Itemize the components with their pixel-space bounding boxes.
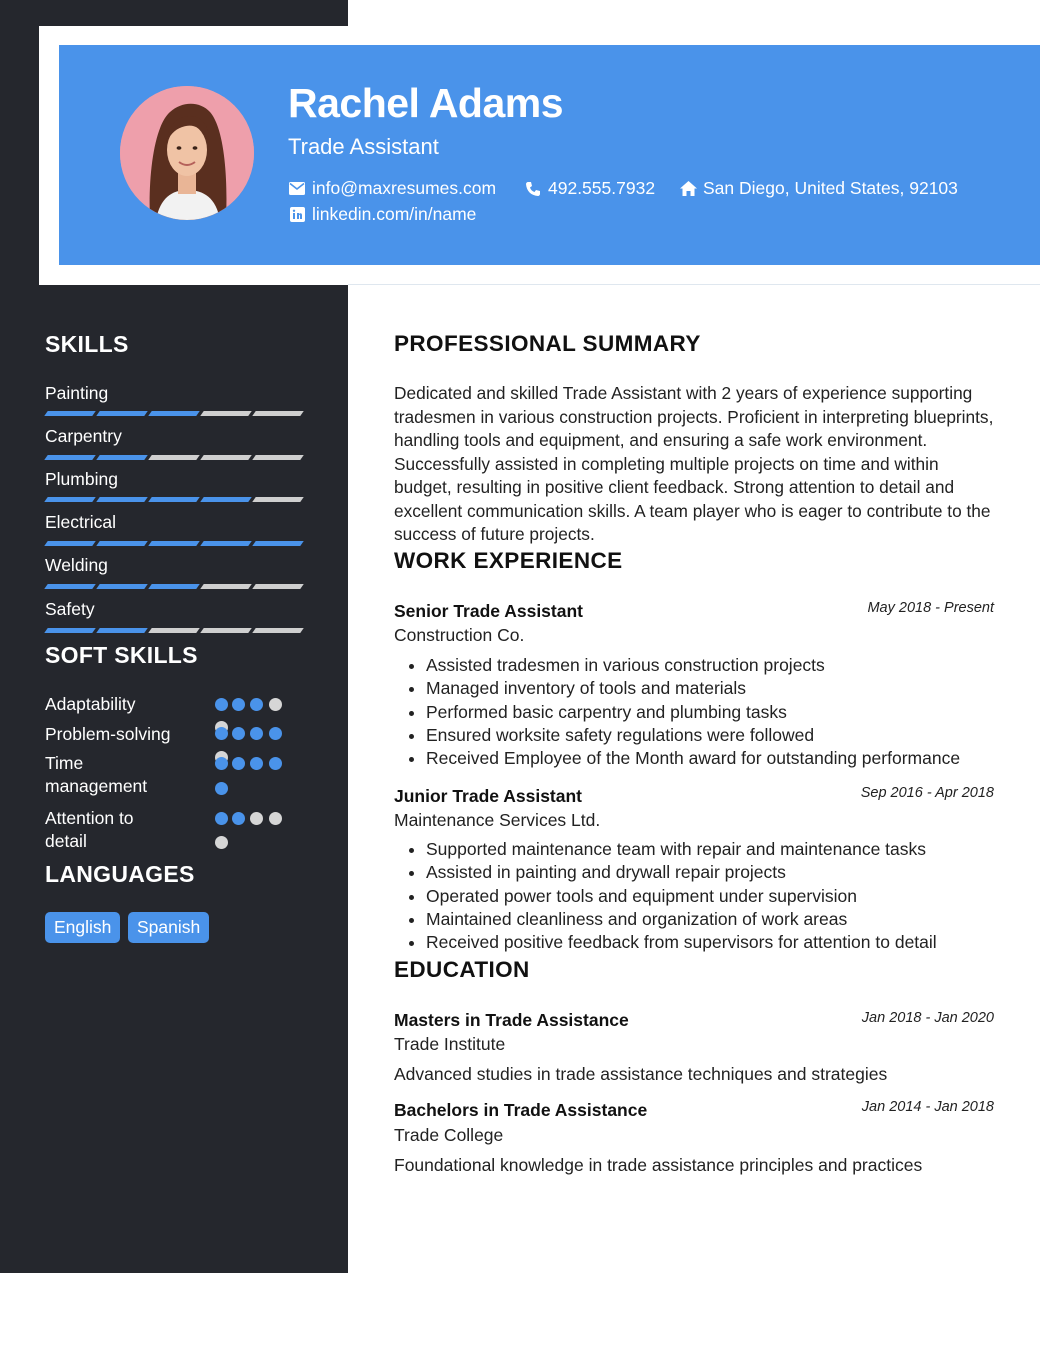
skill-segment-filled <box>200 497 252 502</box>
skill-segment-empty <box>200 411 252 416</box>
skill-segment-empty <box>252 455 304 460</box>
school-name: Trade Institute <box>394 1034 506 1054</box>
location-text: San Diego, United States, 92103 <box>703 178 958 198</box>
skill-segment-empty <box>200 584 252 589</box>
soft-skill-dot-filled <box>250 698 263 711</box>
soft-skill-dot-filled <box>215 812 228 825</box>
language-badge: English <box>45 912 120 943</box>
soft-skill-dot-filled <box>250 727 263 740</box>
skill-segment-filled <box>252 541 304 546</box>
soft-skill-name: Problem-solving <box>45 724 171 744</box>
skill-bar <box>46 541 306 546</box>
job-bullets <box>406 838 937 954</box>
degree-title: Masters in Trade Assistance <box>394 1010 629 1030</box>
skill-segment-empty <box>148 628 200 633</box>
candidate-name: Rachel Adams <box>288 80 564 126</box>
profile-photo <box>120 86 254 220</box>
soft-skill-dot-filled <box>269 727 282 740</box>
skill-segment-empty <box>252 411 304 416</box>
list-item: Assisted in painting and drywall repair projects <box>406 861 937 884</box>
skill-name: Carpentry <box>45 426 122 446</box>
languages-heading: LANGUAGES <box>45 861 195 887</box>
skill-bar <box>46 411 306 416</box>
list-item: Operated power tools and equipment under supervision <box>406 885 937 908</box>
skill-segment-filled <box>148 497 200 502</box>
skill-segment-empty <box>200 628 252 633</box>
soft-skill-dot-filled <box>215 757 228 770</box>
skill-segment-filled <box>148 541 200 546</box>
job-title: Senior Trade Assistant <box>394 601 583 621</box>
skill-name: Painting <box>45 383 109 403</box>
soft-skill-dot-filled <box>269 757 282 770</box>
soft-skills-heading: SOFT SKILLS <box>45 642 198 668</box>
phone-icon <box>524 180 542 198</box>
skill-segment-filled <box>96 411 148 416</box>
skill-bar <box>46 455 306 460</box>
candidate-title: Trade Assistant <box>288 134 439 159</box>
soft-skill-dot-filled <box>232 727 245 740</box>
degree-date: Jan 2018 - Jan 2020 <box>861 1010 994 1026</box>
skill-segment-filled <box>44 541 96 546</box>
list-item: Ensured worksite safety regulations were followed <box>406 724 960 747</box>
skill-segment-empty <box>200 455 252 460</box>
list-item: Maintained cleanliness and organization of work areas <box>406 908 937 931</box>
soft-skill-dot-empty <box>269 698 282 711</box>
email-text: info@maxresumes.com <box>312 178 497 198</box>
linkedin-text: linkedin.com/in/name <box>312 204 477 224</box>
skill-segment-filled <box>200 541 252 546</box>
summary-heading: PROFESSIONAL SUMMARY <box>394 331 701 356</box>
skill-segment-filled <box>148 584 200 589</box>
soft-skill-dot-empty <box>269 812 282 825</box>
skill-segment-filled <box>96 455 148 460</box>
phone-text: 492.555.7932 <box>548 178 656 198</box>
skill-segment-filled <box>148 411 200 416</box>
summary-text: Dedicated and skilled Trade Assistant with 2 years of experience supporting tradesmen in various construction projects. Proficient in interpreting blueprints, handling tools and equipment, and ensuring a safe work environment. Successfully assisted in completing multiple projects on time and within budget, resulting in positive client feedback. Strong attention to detail and excellent communication skills. A team player who is eager to contribute to the success of future projects. <box>394 383 994 544</box>
experience-heading: WORK EXPERIENCE <box>394 548 623 573</box>
list-item: Performed basic carpentry and plumbing tasks <box>406 701 960 724</box>
skill-segment-empty <box>252 584 304 589</box>
contact-linkedin[interactable] <box>288 204 476 225</box>
school-name: Trade College <box>394 1125 504 1145</box>
skill-name: Welding <box>45 555 108 575</box>
soft-skill-dot-filled <box>215 698 228 711</box>
list-item: Received positive feedback from supervisors for attention to detail <box>406 931 937 954</box>
soft-skill-name: Attention to detail <box>45 808 134 851</box>
skill-bar <box>46 497 306 502</box>
soft-skill-dot-filled <box>232 698 245 711</box>
skill-segment-filled <box>44 497 96 502</box>
list-item: Received Employee of the Month award for outstanding performance <box>406 747 960 770</box>
skill-segment-empty <box>252 628 304 633</box>
skill-segment-filled <box>96 628 148 633</box>
soft-skill-dot-filled <box>215 727 228 740</box>
soft-skill-name: Adaptability <box>45 694 136 714</box>
soft-skill-dot-filled <box>232 757 245 770</box>
soft-skill-dot-empty <box>250 812 263 825</box>
job-date: Sep 2016 - Apr 2018 <box>860 785 994 801</box>
skill-bar <box>46 628 306 633</box>
contact-location <box>679 178 958 199</box>
list-item: Assisted tradesmen in various construction projects <box>406 654 960 677</box>
skill-segment-filled <box>96 541 148 546</box>
job-company: Construction Co. <box>394 625 525 645</box>
skill-segment-filled <box>44 584 96 589</box>
soft-skill-dot-filled <box>250 757 263 770</box>
language-badge: Spanish <box>128 912 209 943</box>
header-divider <box>348 284 1040 285</box>
degree-date: Jan 2014 - Jan 2018 <box>861 1099 994 1115</box>
job-company: Maintenance Services Ltd. <box>394 810 601 830</box>
soft-skill-dot-empty <box>215 836 228 849</box>
skill-segment-filled <box>96 497 148 502</box>
envelope-icon <box>288 180 306 198</box>
skill-segment-empty <box>148 455 200 460</box>
home-icon <box>679 180 697 198</box>
skill-segment-empty <box>252 497 304 502</box>
soft-skill-name: Time management <box>45 753 148 796</box>
list-item: Managed inventory of tools and materials <box>406 677 960 700</box>
contact-email[interactable] <box>288 178 496 199</box>
linkedin-icon <box>288 206 306 224</box>
degree-description: Advanced studies in trade assistance techniques and strategies <box>394 1064 888 1084</box>
skill-name: Plumbing <box>45 469 118 489</box>
skill-name: Safety <box>45 599 95 619</box>
skills-heading: SKILLS <box>45 331 129 357</box>
contact-phone[interactable] <box>524 178 655 199</box>
soft-skill-dot-filled <box>232 812 245 825</box>
job-title: Junior Trade Assistant <box>394 786 583 806</box>
skill-segment-filled <box>44 411 96 416</box>
skill-name: Electrical <box>45 512 116 532</box>
skill-segment-filled <box>44 628 96 633</box>
degree-title: Bachelors in Trade Assistance <box>394 1100 648 1120</box>
job-bullets <box>406 654 960 770</box>
skill-bar <box>46 584 306 589</box>
job-date: May 2018 - Present <box>867 600 994 616</box>
soft-skill-dot-filled <box>215 782 228 795</box>
list-item: Supported maintenance team with repair and maintenance tasks <box>406 838 937 861</box>
degree-description: Foundational knowledge in trade assistance principles and practices <box>394 1155 923 1175</box>
skill-segment-filled <box>44 455 96 460</box>
education-heading: EDUCATION <box>394 957 530 982</box>
skill-segment-filled <box>96 584 148 589</box>
